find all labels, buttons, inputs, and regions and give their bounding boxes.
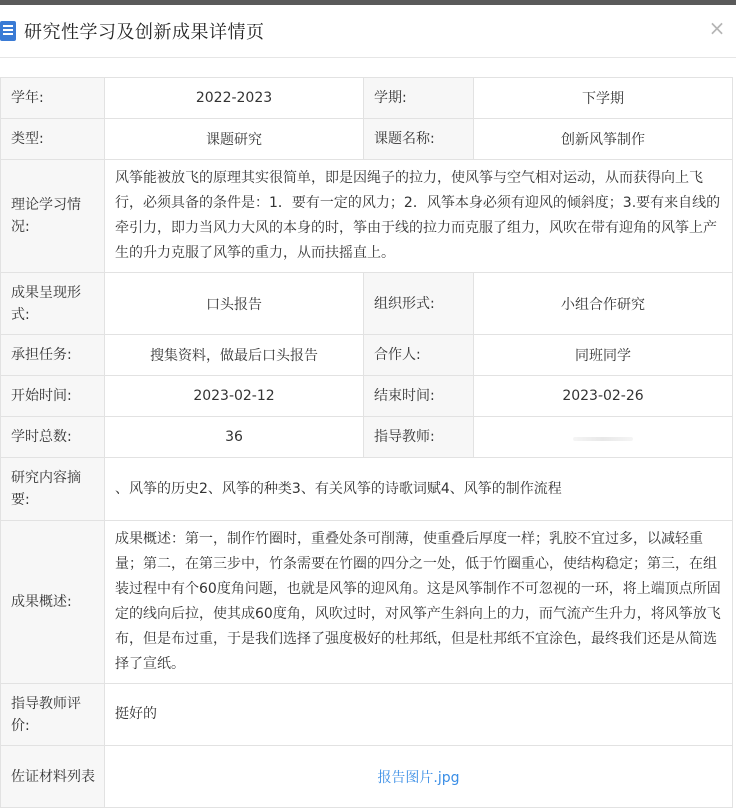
table-row xyxy=(1,273,733,335)
evidence-label: 佐证材料列表 xyxy=(1,746,105,808)
partner-label: 合作人: xyxy=(364,335,474,376)
start-time-label: 开始时间: xyxy=(1,376,105,417)
year-value: 2022-2023 xyxy=(105,78,364,119)
theory-label: 理论学习情况: xyxy=(1,160,105,273)
table-row xyxy=(1,160,733,273)
details-table-container xyxy=(0,77,732,808)
type-label: 类型: xyxy=(1,119,105,160)
teacher-value-redacted xyxy=(474,417,733,458)
theory-value: 风筝能被放飞的原理其实很简单，即是因绳子的拉力，使风筝与空气相对运动，从而获得向上飞行，必须具备的条件是：1．要有一定的风力；2．风筝本身必须有迎风的倾斜度；3.要有来自线的牵引力，即力当风力大风的本身的时，筝由于线的拉力而克服了组力，风吹在带有迎角的风筝上产生的升力克服了风筝的重力，从而扶摇直上。 xyxy=(105,160,733,273)
task-label: 承担任务: xyxy=(1,335,105,376)
hours-value: 36 xyxy=(105,417,364,458)
table-row xyxy=(1,458,733,521)
start-time-value: 2023-02-12 xyxy=(105,376,364,417)
comment-value: 挺好的 xyxy=(105,684,733,746)
dialog-header xyxy=(0,5,736,58)
term-value: 下学期 xyxy=(474,78,733,119)
table-row xyxy=(1,521,733,684)
details-dialog xyxy=(0,5,736,796)
table-row xyxy=(1,684,733,746)
table-row xyxy=(1,417,733,458)
redaction-blur xyxy=(573,437,633,441)
abstract-label: 研究内容摘要: xyxy=(1,458,105,521)
partner-value: 同班同学 xyxy=(474,335,733,376)
task-value: 搜集资料，做最后口头报告 xyxy=(105,335,364,376)
topic-value: 创新风筝制作 xyxy=(474,119,733,160)
organization-value: 小组合作研究 xyxy=(474,273,733,335)
document-icon xyxy=(0,21,16,41)
summary-label: 成果概述: xyxy=(1,521,105,684)
table-row xyxy=(1,119,733,160)
term-label: 学期: xyxy=(364,78,474,119)
organization-label: 组织形式: xyxy=(364,273,474,335)
table-row xyxy=(1,376,733,417)
type-value: 课题研究 xyxy=(105,119,364,160)
dialog-title: 研究性学习及创新成果详情页 xyxy=(24,22,265,43)
table-row xyxy=(1,335,733,376)
comment-label: 指导教师评价: xyxy=(1,684,105,746)
close-icon[interactable]: × xyxy=(708,16,726,40)
end-time-value: 2023-02-26 xyxy=(474,376,733,417)
presentation-label: 成果呈现形式: xyxy=(1,273,105,335)
details-table xyxy=(0,77,733,808)
year-label: 学年: xyxy=(1,78,105,119)
table-row xyxy=(1,746,733,808)
abstract-value: 、风筝的历史2、风筝的种类3、有关风筝的诗歌词赋4、风筝的制作流程 xyxy=(105,458,733,521)
evidence-cell xyxy=(105,746,733,808)
evidence-file-link[interactable]: 报告图片.jpg xyxy=(377,769,460,786)
presentation-value: 口头报告 xyxy=(105,273,364,335)
teacher-label: 指导教师: xyxy=(364,417,474,458)
topic-label: 课题名称: xyxy=(364,119,474,160)
hours-label: 学时总数: xyxy=(1,417,105,458)
summary-value: 成果概述：第一，制作竹圈时，重叠处条可削薄，使重叠后厚度一样；乳胶不宜过多，以减轻重量；第二，在第三步中，竹条需要在竹圈的四分之一处，低于竹圈重心，使结构稳定；第三，在组装过程中有个60度角问题，也就是风筝的迎风角。这是风筝制作不可忽视的一环，将上端顶点所固定的线向后拉，使其成60度角，风吹过时，对风筝产生斜向上的力，而气流产生升力，将风筝放飞布，但是布过重，于是我们选择了强度极好的杜邦纸，但是杜邦纸不宜涂色，最终我们还是从简选择了宣纸。 xyxy=(105,521,733,684)
table-row xyxy=(1,78,733,119)
end-time-label: 结束时间: xyxy=(364,376,474,417)
